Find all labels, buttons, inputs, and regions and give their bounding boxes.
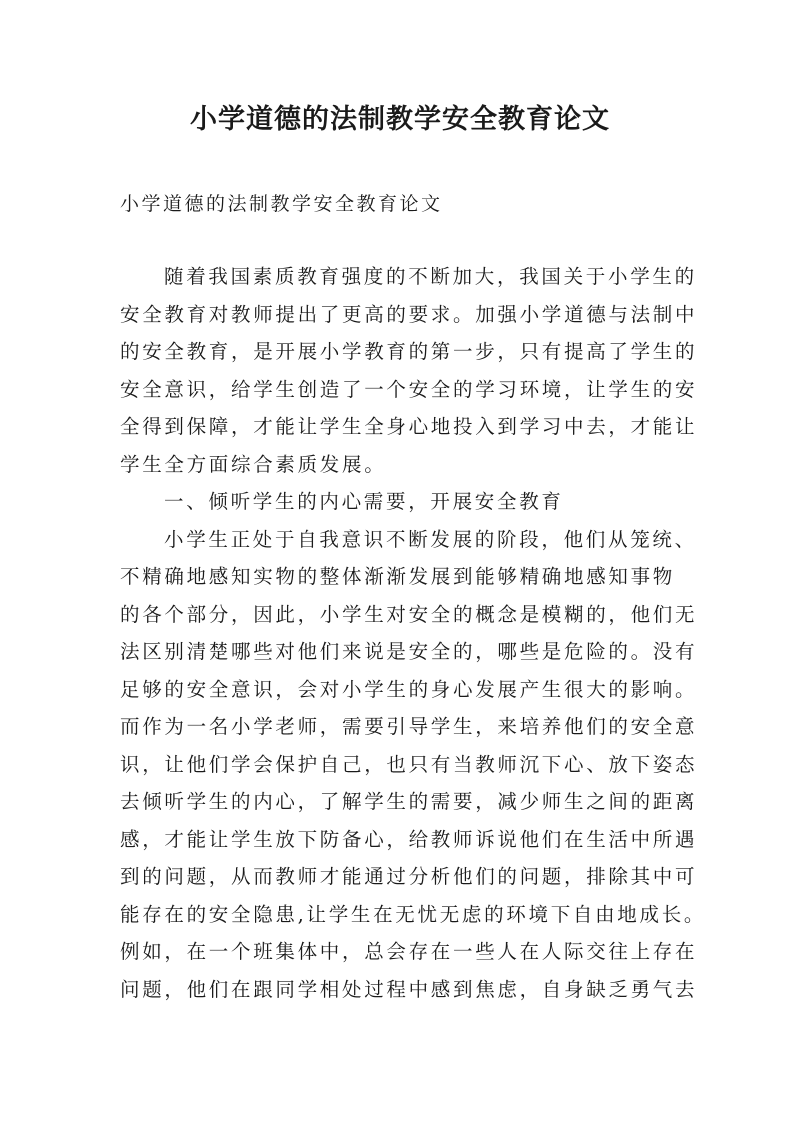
paragraph-line: 的各个部分，因此，小学生对安全的概念是模糊的，他们无 [120,602,698,626]
paragraph-line: 例如，在一个班集体中，总会存在一些人在人际交往上存在 [120,940,698,963]
paragraph-line: 而作为一名小学老师，需要引导学生，来培养他们的安全意 [120,715,698,738]
paragraph-line: 随着我国素质教育强度的不断加大，我国关于小学生的 [164,265,697,288]
paragraph-line: 不精确地感知实物的整体渐渐发展到能够精确地感知事物 [120,565,676,588]
paragraph-line: 法区别清楚哪些对他们来说是安全的，哪些是危险的。没有 [120,640,698,663]
paragraph-line: 足够的安全意识，会对小学生的身心发展产生很大的影响。 [120,677,698,701]
paragraph-line: 小学生正处于自我意识不断发展的阶段，他们从笼统、 [164,527,697,551]
paragraph-line: 安全意识，给学生创造了一个安全的学习环境，让学生的安 [120,377,698,401]
document-subtitle: 小学道德的法制教学安全教育论文 [120,193,443,215]
paragraph-line: 的安全教育，是开展小学教育的第一步，只有提高了学生的 [120,340,698,363]
paragraph-line: 识，让他们学会保护自己，也只有当教师沉下心、放下姿态 [120,752,698,776]
paragraph-line: 全得到保障，才能让学生全身心地投入到学习中去，才能让 [120,415,698,438]
section-heading: 一、倾听学生的内心需要，开展安全教育 [164,490,564,513]
paragraph-line: 安全教育对教师提出了更高的要求。加强小学道德与法制中 [120,302,698,326]
paragraph-line: 学生全方面综合素质发展。 [120,452,387,476]
paragraph-line: 感，才能让学生放下防备心，给教师诉说他们在生活中所遇 [120,827,698,851]
document-title: 小学道德的法制教学安全教育论文 [190,104,610,135]
paragraph-line: 去倾听学生的内心，了解学生的需要，减少师生之间的距离 [120,790,698,813]
document-body [120,258,707,1008]
paragraph-line: 问题，他们在跟同学相处过程中感到焦虑，自身缺乏勇气去 [120,977,698,1001]
paragraph-line: 能存在的安全隐患,让学生在无忧无虑的环境下自由地成长。 [120,902,707,926]
paragraph-line: 到的问题，从而教师才能通过分析他们的问题，排除其中可 [120,865,698,888]
